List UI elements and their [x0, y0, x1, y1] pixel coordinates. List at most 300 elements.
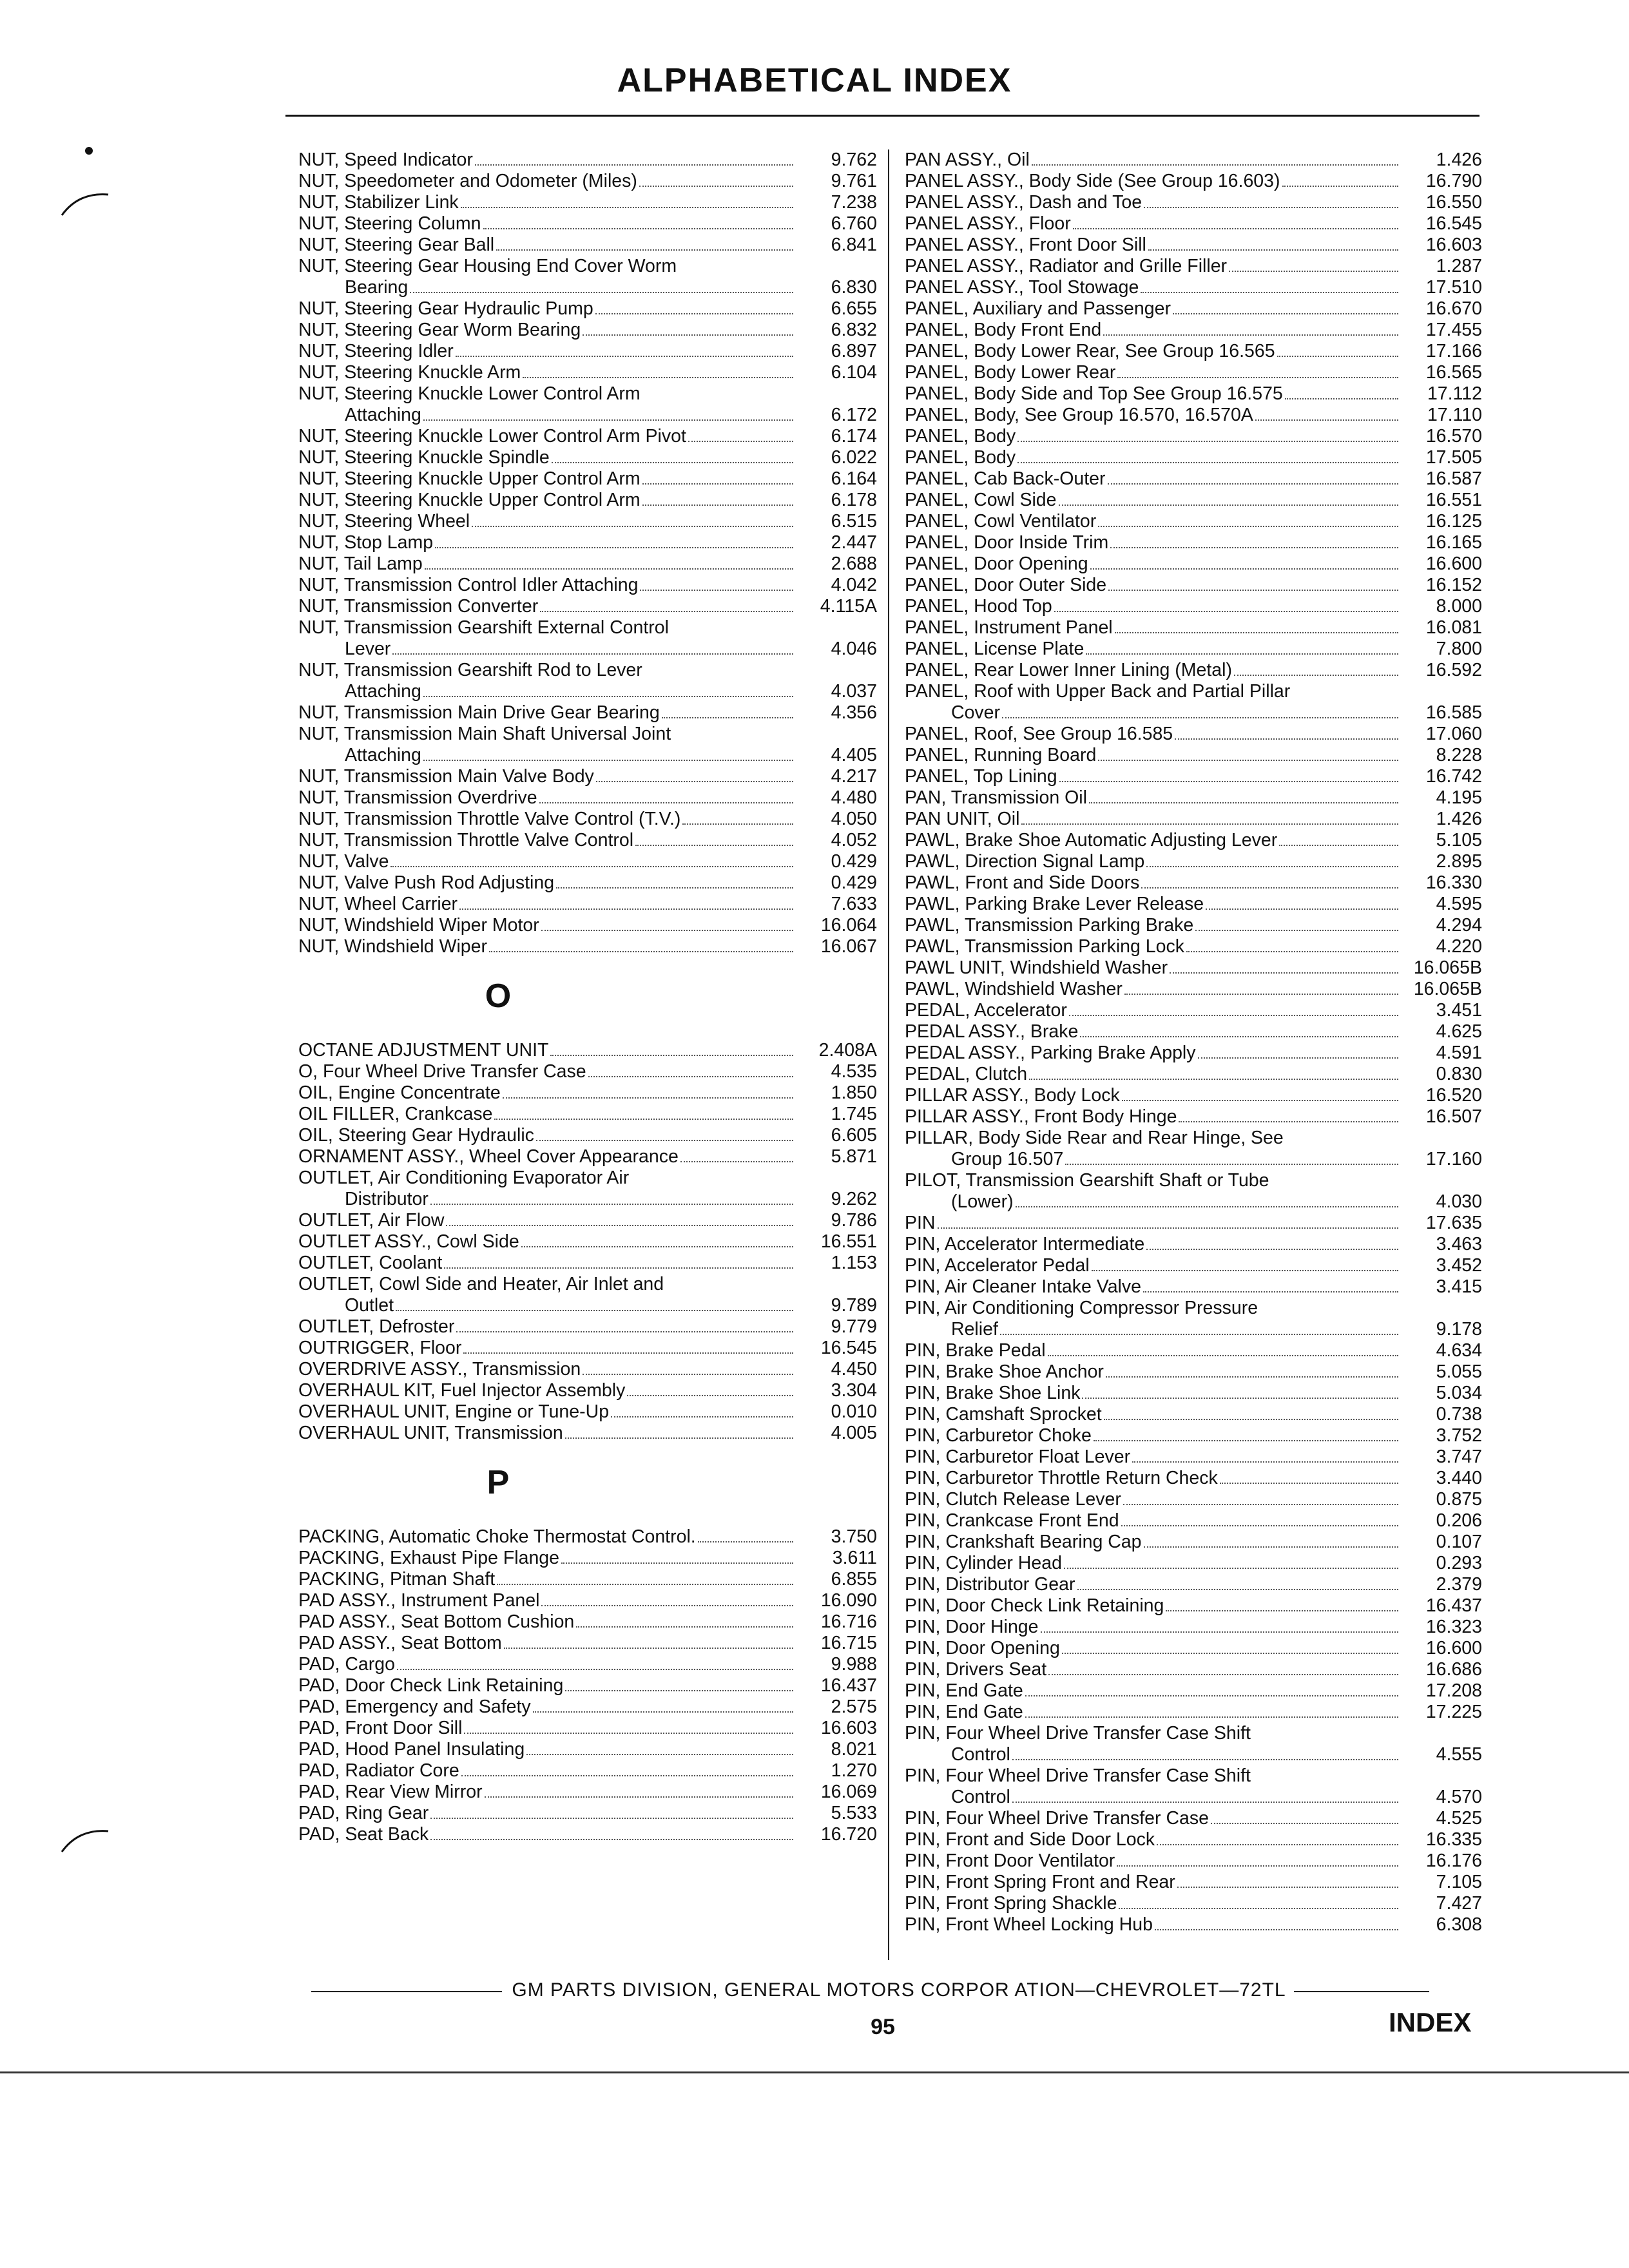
dot-leader — [503, 1097, 793, 1099]
entry-text: OIL, Steering Gear Hydraulic — [298, 1125, 534, 1146]
entry-text: PAWL, Direction Signal Lamp — [905, 851, 1145, 872]
index-entry — [905, 745, 1482, 766]
entry-text: PIN, Carburetor Choke — [905, 1425, 1092, 1446]
page-reference: 9.762 — [831, 149, 877, 170]
index-entry — [298, 1253, 877, 1274]
page-reference: 16.330 — [1425, 872, 1482, 893]
page-reference: 4.480 — [831, 787, 877, 808]
page-reference: 6.104 — [831, 362, 877, 383]
entry-text: PANEL, Body, See Group 16.570, 16.570A — [905, 405, 1253, 425]
entry-text: OUTLET, Air Flow — [298, 1210, 445, 1231]
entry-text: PIN — [905, 1213, 936, 1233]
entry-text: PIN, Camshaft Sprocket — [905, 1404, 1102, 1425]
entry-text: PEDAL ASSY., Brake — [905, 1021, 1079, 1042]
dot-leader — [640, 590, 793, 591]
entry-text: NUT, Steering Gear Ball — [298, 235, 495, 255]
index-entry — [905, 1276, 1482, 1298]
index-entry — [298, 894, 877, 915]
entry-text: NUT, Speedometer and Odometer (Miles) — [298, 171, 637, 191]
dot-leader — [541, 930, 793, 931]
index-entry — [905, 1170, 1482, 1213]
index-entry — [298, 320, 877, 341]
index-entry — [905, 872, 1482, 894]
entry-text: OVERHAUL KIT, Fuel Injector Assembly — [298, 1380, 626, 1401]
dot-leader — [1186, 951, 1398, 952]
page-reference: 16.715 — [820, 1633, 877, 1653]
page-reference: 17.112 — [1427, 383, 1482, 404]
dot-leader — [565, 1437, 793, 1439]
entry-text: NUT, Windshield Wiper — [298, 936, 487, 957]
page-reference: 9.988 — [831, 1654, 877, 1675]
dot-leader — [1012, 1759, 1398, 1760]
entry-text: Lever — [345, 639, 391, 659]
page-reference: 16.551 — [1425, 490, 1482, 510]
dot-leader — [1132, 1461, 1398, 1463]
entry-text: NUT, Steering Knuckle Upper Control Arm — [298, 490, 641, 510]
dot-leader — [1104, 1419, 1398, 1420]
page-reference: 0.206 — [1436, 1510, 1482, 1531]
entry-text: PIN, Crankshaft Bearing Cap — [905, 1532, 1142, 1552]
entry-text: Attaching — [345, 745, 421, 765]
index-entry — [298, 383, 877, 426]
dot-leader — [642, 505, 793, 506]
dot-leader — [1041, 1631, 1398, 1633]
entry-text: PANEL, Door Inside Trim — [905, 532, 1109, 553]
entry-text: PIN, Accelerator Intermediate — [905, 1234, 1145, 1254]
index-entry — [298, 617, 877, 660]
page-reference: 4.005 — [831, 1423, 877, 1443]
index-entry — [905, 447, 1482, 468]
dot-leader — [464, 1733, 793, 1734]
index-entry — [905, 1383, 1482, 1404]
dot-leader — [1206, 908, 1398, 910]
entry-text: Distributor — [345, 1189, 429, 1209]
index-entry — [298, 809, 877, 830]
footer-text: GM PARTS DIVISION, GENERAL MOTORS CORPOR ATION—CHEVROLET—72TL — [512, 1979, 1286, 2001]
entry-text: PILLAR ASSY., Body Lock — [905, 1085, 1120, 1106]
index-entry — [298, 532, 877, 553]
dot-leader — [682, 823, 793, 825]
page-reference: 17.635 — [1425, 1213, 1482, 1233]
index-entry — [905, 1021, 1482, 1043]
dot-leader — [541, 1605, 793, 1606]
margin-bullet-mark — [82, 143, 98, 159]
index-entry — [905, 256, 1482, 277]
index-entry — [905, 809, 1482, 830]
page-number: 95 — [871, 2015, 895, 2039]
page-reference: 8.000 — [1436, 596, 1482, 617]
dot-leader — [496, 249, 793, 251]
page-reference: 4.535 — [831, 1061, 877, 1082]
index-entry — [905, 1808, 1482, 1829]
left-index-column — [298, 149, 877, 1845]
entry-text: OVERHAUL UNIT, Engine or Tune-Up — [298, 1401, 610, 1422]
entry-text: PANEL ASSY., Radiator and Grille Filler — [905, 256, 1228, 276]
dot-leader — [1170, 972, 1398, 974]
dot-leader — [627, 1395, 793, 1396]
page-reference: 1.426 — [1436, 809, 1482, 829]
page-reference: 1.850 — [831, 1082, 877, 1103]
entry-text: PAWL, Transmission Parking Brake — [905, 915, 1194, 936]
dot-leader — [423, 760, 793, 761]
entry-text: PANEL ASSY., Dash and Toe — [905, 192, 1142, 213]
index-entry — [298, 511, 877, 532]
page-reference: 17.208 — [1425, 1680, 1482, 1701]
dot-leader — [1108, 590, 1398, 591]
index-entry — [298, 256, 877, 298]
dot-leader — [1077, 1589, 1399, 1590]
index-entry — [905, 511, 1482, 532]
page-reference: 0.830 — [1436, 1064, 1482, 1084]
page-reference: 16.686 — [1425, 1659, 1482, 1680]
page-reference: 17.225 — [1425, 1702, 1482, 1722]
index-entry — [905, 490, 1482, 511]
page-reference: 4.570 — [1436, 1787, 1482, 1807]
entry-text: PILLAR, Body Side Rear and Rear Hinge, See — [905, 1128, 1284, 1148]
dot-leader — [1065, 1164, 1398, 1165]
entry-text: PAWL, Windshield Washer — [905, 979, 1123, 999]
index-entry — [905, 405, 1482, 426]
dot-leader — [1089, 802, 1398, 803]
index-entry — [905, 341, 1482, 362]
page-reference: 16.176 — [1425, 1850, 1482, 1871]
index-entry — [298, 553, 877, 575]
page-reference: 16.587 — [1425, 468, 1482, 489]
page-reference: 16.125 — [1425, 511, 1482, 532]
entry-text: Bearing — [345, 277, 409, 298]
index-entry — [905, 1829, 1482, 1850]
index-entry — [298, 1380, 877, 1401]
page-reference: 16.437 — [820, 1675, 877, 1696]
index-entry — [298, 1633, 877, 1654]
dot-leader — [1285, 398, 1398, 399]
page-reference: 6.178 — [831, 490, 877, 510]
dot-leader — [430, 1839, 793, 1840]
entry-text: PAD, Front Door Sill — [298, 1718, 463, 1738]
page-reference: 2.895 — [1436, 851, 1482, 872]
index-entry — [298, 1423, 877, 1444]
dot-leader — [1098, 760, 1398, 761]
entry-text: PAD, Hood Panel Insulating — [298, 1739, 525, 1760]
page-reference: 16.520 — [1425, 1085, 1482, 1106]
entry-text: PIN, Crankcase Front End — [905, 1510, 1119, 1531]
page-reference: 4.356 — [831, 702, 877, 723]
dot-leader — [1029, 1079, 1398, 1080]
page-reference: 1.270 — [831, 1760, 877, 1781]
page-reference: 16.600 — [1425, 1638, 1482, 1658]
page-reference: 16.592 — [1425, 660, 1482, 680]
page-reference: 4.042 — [831, 575, 877, 595]
page-reference: 4.195 — [1436, 787, 1482, 808]
index-entry — [905, 1595, 1482, 1617]
index-entry — [905, 532, 1482, 553]
entry-text: PAD, Rear View Mirror — [298, 1782, 483, 1802]
index-entry — [298, 1359, 877, 1380]
page-reference: 17.510 — [1425, 277, 1482, 298]
dot-leader — [1144, 1546, 1398, 1548]
dot-leader — [642, 483, 793, 485]
entry-text: PANEL, Cab Back-Outer — [905, 468, 1106, 489]
entry-text: PAD, Seat Back — [298, 1824, 429, 1845]
entry-text: NUT, Steering Gear Worm Bearing — [298, 320, 581, 340]
page-reference: 16.065B — [1413, 957, 1482, 978]
entry-text: PANEL, Cowl Ventilator — [905, 511, 1097, 532]
index-entry — [298, 1824, 877, 1845]
dot-leader — [430, 1818, 793, 1819]
entry-text: (Lower) — [951, 1191, 1014, 1212]
dot-leader — [1148, 249, 1398, 251]
entry-text: OUTLET, Air Conditioning Evaporator Air — [298, 1168, 630, 1188]
page-reference: 16.335 — [1425, 1829, 1482, 1850]
page-reference: 0.293 — [1436, 1553, 1482, 1573]
index-entry — [298, 1274, 877, 1316]
index-entry — [298, 362, 877, 383]
page-reference: 4.030 — [1436, 1191, 1482, 1212]
index-entry — [905, 1680, 1482, 1702]
dot-leader — [489, 951, 793, 952]
index-entry — [298, 235, 877, 256]
page-reference: 16.570 — [1425, 426, 1482, 447]
page-reference: 16.064 — [820, 915, 877, 936]
index-entry — [298, 1739, 877, 1760]
index-entry — [905, 1425, 1482, 1446]
entry-text: OIL FILLER, Crankcase — [298, 1104, 493, 1124]
dot-leader — [540, 611, 793, 612]
page-reference: 9.789 — [831, 1295, 877, 1316]
page-reference: 5.871 — [831, 1146, 877, 1167]
entry-text: NUT, Steering Gear Housing End Cover Worm — [298, 256, 677, 276]
entry-text: ORNAMENT ASSY., Wheel Cover Appearance — [298, 1146, 679, 1167]
entry-text: Control — [951, 1787, 1010, 1807]
index-entry — [298, 596, 877, 617]
page-reference: 16.152 — [1425, 575, 1482, 595]
index-entry — [298, 1803, 877, 1824]
dot-leader — [1090, 568, 1398, 570]
page-reference: 0.738 — [1436, 1404, 1482, 1425]
page-reference: 16.437 — [1425, 1595, 1482, 1616]
dot-leader — [1021, 823, 1398, 825]
entry-text: NUT, Steering Wheel — [298, 511, 470, 532]
index-entry — [298, 1146, 877, 1168]
page-reference: 3.415 — [1436, 1276, 1482, 1297]
index-entry — [298, 468, 877, 490]
dot-leader — [472, 526, 793, 527]
dot-leader — [1048, 1674, 1398, 1675]
page-reference: 6.164 — [831, 468, 877, 489]
index-entry — [298, 702, 877, 724]
dot-leader — [1173, 313, 1398, 314]
page-reference: 7.633 — [831, 894, 877, 914]
entry-text: O, Four Wheel Drive Transfer Case — [298, 1061, 586, 1082]
page-reference: 16.565 — [1425, 362, 1482, 383]
dot-leader — [456, 1331, 793, 1332]
page-reference: 6.308 — [1436, 1914, 1482, 1935]
page-reference: 7.800 — [1436, 639, 1482, 659]
entry-text: PIN, Brake Shoe Link — [905, 1383, 1081, 1403]
index-entry — [298, 213, 877, 235]
dot-leader — [1025, 1695, 1398, 1696]
entry-text: NUT, Steering Knuckle Lower Control Arm — [298, 383, 641, 404]
index-entry — [905, 1361, 1482, 1383]
index-entry — [298, 1401, 877, 1423]
index-entry — [905, 1638, 1482, 1659]
index-entry — [298, 872, 877, 894]
page-reference: 9.786 — [831, 1210, 877, 1231]
index-entry — [905, 575, 1482, 596]
page-reference: 4.591 — [1436, 1043, 1482, 1063]
entry-text: PIN, End Gate — [905, 1680, 1023, 1701]
page-reference: 6.174 — [831, 426, 877, 447]
entry-text: PAWL UNIT, Windshield Washer — [905, 957, 1168, 978]
dot-leader — [583, 334, 793, 336]
dot-leader — [1279, 845, 1398, 846]
dot-leader — [688, 441, 793, 442]
dot-leader — [1032, 164, 1398, 166]
dot-leader — [430, 1204, 793, 1205]
entry-text: OUTLET, Defroster — [298, 1316, 455, 1337]
entry-text: PIN, Distributor Gear — [905, 1574, 1075, 1595]
dot-leader — [456, 356, 793, 357]
index-entry — [298, 766, 877, 787]
right-index-column — [905, 149, 1482, 1936]
index-entry — [905, 1659, 1482, 1680]
index-entry — [905, 1234, 1482, 1255]
index-entry — [905, 617, 1482, 639]
entry-text: PAWL, Transmission Parking Lock — [905, 936, 1184, 957]
index-entry — [905, 1213, 1482, 1234]
entry-text: PAD, Ring Gear — [298, 1803, 429, 1823]
entry-text: PIN, Front Wheel Locking Hub — [905, 1914, 1153, 1935]
page-reference: 16.507 — [1425, 1106, 1482, 1127]
page-reference: 6.655 — [831, 298, 877, 319]
entry-text: PANEL, Hood Top — [905, 596, 1052, 617]
page-reference: 4.525 — [1436, 1808, 1482, 1829]
page-reference: 4.115A — [820, 596, 877, 617]
page-reference: 16.716 — [820, 1611, 877, 1632]
index-entry — [905, 553, 1482, 575]
dot-leader — [1255, 419, 1398, 421]
index-entry — [298, 1611, 877, 1633]
entry-text: NUT, Transmission Control Idler Attaching — [298, 575, 639, 595]
entry-text: OVERDRIVE ASSY., Transmission — [298, 1359, 581, 1379]
dot-leader — [1117, 1865, 1398, 1867]
page-reference: 0.107 — [1436, 1532, 1482, 1552]
dot-leader — [463, 1352, 793, 1354]
index-entry — [905, 851, 1482, 872]
index-entry — [905, 1765, 1482, 1808]
page-reference: 6.760 — [831, 213, 877, 234]
entry-text: PIN, Door Opening — [905, 1638, 1060, 1658]
entry-text: PIN, Four Wheel Drive Transfer Case Shift — [905, 1765, 1251, 1786]
index-entry — [905, 915, 1482, 936]
page-reference: 4.555 — [1436, 1744, 1482, 1765]
dot-leader — [1103, 334, 1398, 336]
dot-leader — [1012, 1802, 1398, 1803]
dot-leader — [1166, 1610, 1398, 1611]
dot-leader — [561, 1562, 793, 1564]
index-entry — [905, 1617, 1482, 1638]
entry-text: NUT, Transmission Overdrive — [298, 787, 537, 808]
page-reference: 6.841 — [831, 235, 877, 255]
index-entry — [905, 1043, 1482, 1064]
dot-leader — [1059, 505, 1399, 506]
entry-text: NUT, Steering Knuckle Upper Control Arm — [298, 468, 641, 489]
entry-text: PANEL, Running Board — [905, 745, 1097, 765]
dot-leader — [392, 653, 793, 655]
page-reference: 2.575 — [831, 1696, 877, 1717]
index-entry — [298, 915, 877, 936]
index-entry — [905, 766, 1482, 787]
entry-text: NUT, Tail Lamp — [298, 553, 423, 574]
index-entry — [905, 1702, 1482, 1723]
page-reference: 4.217 — [831, 766, 877, 787]
page-reference: 17.160 — [1425, 1149, 1482, 1169]
column-divider — [888, 149, 889, 1960]
dot-leader — [556, 887, 793, 889]
dot-leader — [497, 1584, 793, 1585]
entry-text: Attaching — [345, 681, 421, 702]
page-reference: 3.451 — [1436, 1000, 1482, 1021]
dot-leader — [1211, 1823, 1398, 1824]
index-entry — [298, 660, 877, 702]
dot-leader — [1106, 1376, 1398, 1378]
entry-text: PANEL ASSY., Floor — [905, 213, 1071, 234]
index-entry — [905, 213, 1482, 235]
dot-leader — [1002, 717, 1398, 718]
dot-leader — [596, 781, 793, 782]
dot-leader — [1016, 1206, 1398, 1207]
index-entry — [905, 192, 1482, 213]
entry-text: PAWL, Parking Brake Lever Release — [905, 894, 1204, 914]
entry-text: PAD ASSY., Seat Bottom — [298, 1633, 502, 1653]
dot-leader — [504, 1648, 793, 1649]
page-reference: 17.166 — [1425, 341, 1482, 361]
dot-leader — [680, 1161, 793, 1162]
dot-leader — [1092, 1270, 1398, 1271]
section-letter-heading: P — [487, 1464, 510, 1501]
dot-leader — [425, 568, 793, 570]
entry-text: PACKING, Automatic Choke Thermostat Control. — [298, 1526, 696, 1547]
entry-text: PIN, Clutch Release Lever — [905, 1489, 1121, 1510]
entry-text: PIN, Cylinder Head — [905, 1553, 1062, 1573]
page-reference: 17.505 — [1425, 447, 1482, 468]
entry-text: PAD, Door Check Link Retaining — [298, 1675, 564, 1696]
dot-leader — [1123, 1504, 1398, 1505]
dot-leader — [611, 1416, 793, 1418]
page-reference: 16.600 — [1425, 553, 1482, 574]
margin-hole-mark-upper — [59, 187, 111, 219]
page-reference: 6.022 — [831, 447, 877, 468]
dot-leader — [1073, 228, 1398, 229]
dot-leader — [1064, 1568, 1398, 1569]
index-entry — [298, 575, 877, 596]
entry-text: NUT, Wheel Carrier — [298, 894, 458, 914]
page-reference: 2.688 — [831, 553, 877, 574]
page-reference: 6.830 — [831, 277, 877, 298]
dot-leader — [435, 547, 793, 548]
page-reference: 7.105 — [1436, 1872, 1482, 1892]
dot-leader — [1115, 632, 1398, 633]
entry-text: PIN, Four Wheel Drive Transfer Case Shift — [905, 1723, 1251, 1744]
entry-text: PANEL, Body Front End — [905, 320, 1102, 340]
entry-text: PANEL, Roof with Upper Back and Partial Pillar — [905, 681, 1291, 702]
dot-leader — [423, 696, 793, 697]
page-reference: 7.238 — [831, 192, 877, 213]
entry-text: OUTLET, Cowl Side and Heater, Air Inlet and — [298, 1274, 664, 1294]
dot-leader — [1110, 547, 1398, 548]
dot-leader — [595, 313, 793, 314]
page-reference: 6.515 — [831, 511, 877, 532]
